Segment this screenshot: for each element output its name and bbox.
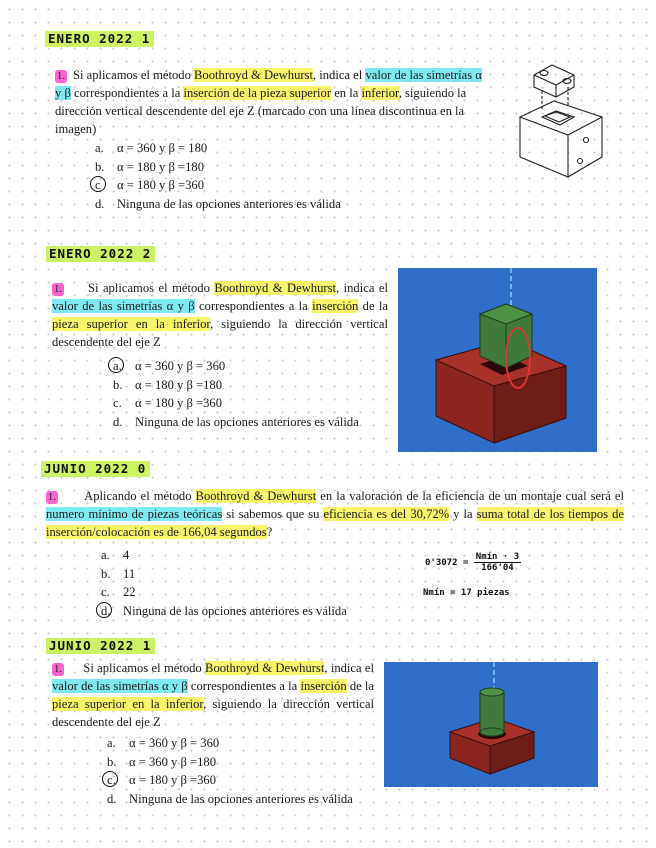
answer-circle (90, 176, 106, 192)
option-b[interactable]: b. 11 (101, 566, 136, 581)
option-a[interactable]: a. α = 360 y β = 180 (95, 141, 208, 155)
options-list (95, 139, 341, 213)
options-list (113, 357, 359, 431)
option-d[interactable]: d. Ninguna de las opciones anteriores es válida (113, 414, 359, 429)
option-a-selected[interactable]: a. α = 360 y β = 360 (113, 357, 359, 376)
options-list (107, 734, 353, 808)
question-block (52, 659, 374, 731)
question-block (46, 487, 624, 541)
option-c-selected[interactable]: c α = 180 y β =360 (95, 176, 341, 195)
answer-circle (102, 771, 118, 787)
option-c-selected[interactable]: c. α = 180 y β =360 (107, 771, 353, 790)
option-c[interactable]: c. α = 180 y β =360 (113, 396, 223, 410)
cad-render-image (384, 662, 598, 787)
option-b[interactable]: b. α = 180 y β =180 (113, 377, 223, 392)
handwritten-equation: 0'3072 = $\frac{\text{Nmín · 3}}{166'04}$ (425, 552, 520, 573)
question-number: 1. (53, 662, 63, 675)
section-header: JUNIO 2022 0 (41, 461, 150, 477)
question-text: 1. Aplicando el método Boothroyd & Dewhurst en la valoración de la eficiencia de un montaje cual será el numero mínimo de piezas teóricas si sabemos que su eficiencia es del 30,72% y la suma total de los tiempos de inserción/colocación es de 166,04 segundos? (46, 489, 624, 539)
section-header: JUNIO 2022 1 (46, 638, 155, 654)
question-text: 1. Si aplicamos el método Boothroyd & Dewhurst, indica el valor de las simetrías α y β correspondientes a la inserción de la pieza superior en la inferior, siguiendo la dirección vertical descendente del eje Z (52, 281, 388, 349)
option-d[interactable]: d. Ninguna de las opciones anteriores es válida (107, 791, 353, 806)
cad-render-image (398, 268, 597, 452)
section-header: ENERO 2022 2 (46, 246, 155, 262)
option-b[interactable]: b. α = 360 y β =180 (107, 754, 217, 769)
question-text: 1. Si aplicamos el método Boothroyd & Dewhurst, indica el valor de las simetrías α y β correspondientes a la inserción de la pieza superior en la inferior, siguiendo la dirección vertical descendente del eje Z (marcado con una línea discontinua en la imagen) (55, 68, 482, 136)
option-a[interactable]: a. 4 (101, 548, 130, 562)
answer-circle (96, 602, 112, 618)
part-line-drawing (512, 57, 612, 192)
question-text: 1. Si aplicamos el método Boothroyd & Dewhurst, indica el valor de las simetrías α y β correspondientes a la inserción de la pieza superior en la inferior, siguiendo la dirección vertical descendente del eje Z (52, 661, 375, 729)
question-number: 1. (47, 490, 57, 503)
question-block (52, 279, 388, 351)
option-d[interactable]: d. Ninguna de las opciones anteriores es válida (95, 196, 341, 211)
option-d-selected[interactable]: d. Ninguna de las opciones anteriores es válida (101, 602, 347, 621)
handwritten-result: Nmín = 17 piezas (423, 588, 510, 598)
option-c[interactable]: c. 22 (101, 585, 136, 599)
option-b[interactable]: b. α = 180 y β =180 (95, 159, 205, 174)
options-list (101, 546, 347, 620)
question-number: 1. (53, 282, 63, 295)
option-a[interactable]: a. α = 360 y β = 360 (107, 736, 220, 750)
question-number: 1. (56, 69, 66, 82)
question-block (55, 66, 487, 138)
section-header: ENERO 2022 1 (45, 31, 154, 47)
answer-circle (108, 357, 124, 373)
